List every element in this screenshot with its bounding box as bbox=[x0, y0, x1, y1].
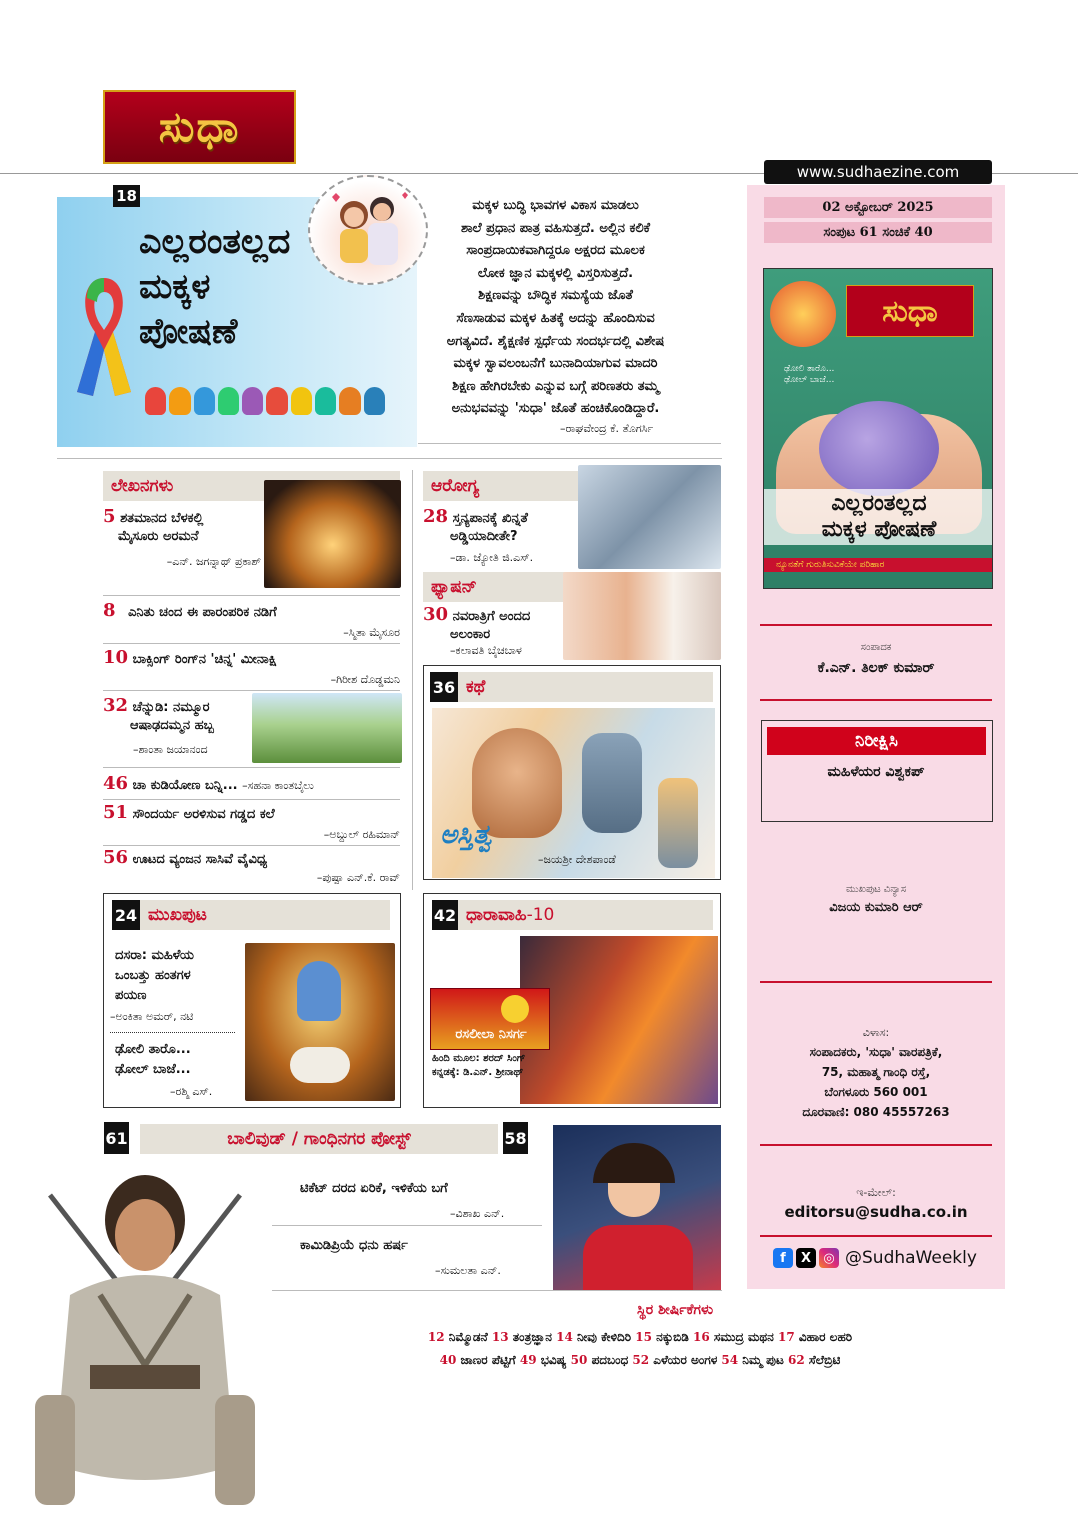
address-line3: ಬೆಂಗಳೂರು 560 001 bbox=[824, 1085, 928, 1099]
article-credit: –ಸಹನಾ ಕಾಂತಬೈಲು bbox=[242, 779, 314, 792]
article-title: ಢೋಲಿ ತಾರೊ... bbox=[115, 1042, 191, 1057]
bollywood-page-right: 58 bbox=[503, 1122, 528, 1154]
dharavahi-original: ಹಿಂದಿ ಮೂಲ: ಶರದ್ ಸಿಂಗ್ bbox=[432, 1053, 526, 1064]
dharavahi-heading: ಧಾರಾವಾಹಿ bbox=[466, 905, 527, 925]
sidebar-divider bbox=[760, 699, 992, 701]
hero-intro-line: ಸಾಂಪ್ರದಾಯಿಕವಾಗಿದ್ದರೂ ಅಕ್ಷರದ ಮೂಲಕ bbox=[466, 243, 645, 259]
address-line2: 75, ಮಹಾತ್ಮ ಗಾಂಧಿ ರಸ್ತೆ, bbox=[821, 1065, 931, 1079]
article-title-line3: ಪಯಣ bbox=[115, 988, 147, 1003]
editor-name: ಕೆ.ಎನ್. ತಿಲಕ್ ಕುಮಾರ್ bbox=[817, 660, 935, 676]
fixed-column-title[interactable]: ಸೆಲೆಬ್ರಿಟಿ bbox=[808, 1353, 841, 1367]
colorful-hands bbox=[145, 370, 385, 415]
article-credit: –ಸುಮಲತಾ ಎನ್. bbox=[435, 1264, 501, 1277]
actor-warrior-photo bbox=[30, 1165, 260, 1520]
divider bbox=[103, 799, 400, 800]
hill-photo bbox=[252, 693, 402, 763]
article-10[interactable] bbox=[103, 649, 277, 669]
article-number: 10 bbox=[103, 647, 129, 668]
fixed-column-title[interactable]: ನೀವು ಕೇಳಿದಿರಿ bbox=[577, 1330, 636, 1344]
article-title: ದಸರಾ: ಮಹಿಳೆಯ bbox=[115, 948, 194, 963]
article-51[interactable] bbox=[103, 804, 275, 824]
article-title: ಶತಮಾನದ ಬೆಳಕಲ್ಲಿ bbox=[120, 511, 204, 526]
social-handle[interactable]: @SudhaWeekly bbox=[845, 1248, 977, 1268]
section-kathe: ಕಥೆ bbox=[458, 672, 713, 702]
article-title: ಬಾಕ್ಸಿಂಗ್ ರಿಂಗ್‌ನ 'ಚಿನ್ನ' ಮೀನಾಕ್ಷಿ bbox=[132, 652, 277, 667]
hero-intro-line: ಮಕ್ಕಳ ಬುದ್ಧಿ ಭಾವಗಳ ವಿಕಾಸ ಮಾಡಲು bbox=[472, 198, 639, 213]
fixed-column-page: 40 bbox=[439, 1353, 461, 1367]
website-link[interactable]: www.sudhaezine.com bbox=[764, 160, 992, 184]
section-bollywood: ಬಾಲಿವುಡ್ / ಗಾಂಧಿನಗರ ಪೋಸ್ಟ್ bbox=[140, 1124, 498, 1154]
actress-hair bbox=[593, 1143, 675, 1183]
hero-intro-line: ಅಗತ್ಯವಿದೆ. ಶೈಕ್ಷಣಿಕ ಸ್ಪರ್ಧೆಯ ಸಂದರ್ಭದಲ್ಲಿ ವಿಶೇಷ bbox=[446, 333, 665, 349]
article-title: ಎನಿತು ಚಂದ ಈ ಪಾರಂಪರಿಕ ನಡಿಗೆ bbox=[128, 605, 277, 620]
editor-label: ಸಂಪಾದಕ bbox=[860, 642, 892, 653]
article-credit: –ಕಲಾವತಿ ಬೈಚಬಾಳ bbox=[450, 644, 522, 657]
design-label: ಮುಖಪುಟ ವಿನ್ಯಾಸ bbox=[845, 884, 907, 895]
article-credit: –ಡಾ. ಜ್ಯೋತಿ ಜಿ.ಎಸ್. bbox=[450, 551, 534, 564]
section-dharavahi bbox=[458, 900, 713, 930]
article-title-line2: ಢೋಲ್ ಬಾಜೆ... bbox=[115, 1062, 191, 1077]
article-8[interactable] bbox=[103, 602, 277, 622]
actress-saree bbox=[583, 1225, 693, 1291]
article-32[interactable] bbox=[103, 697, 214, 735]
logo-text: ಸುಧಾ bbox=[158, 102, 241, 151]
cover-teaser bbox=[784, 364, 834, 386]
section-arogya: ಆರೋಗ್ಯ bbox=[423, 471, 721, 501]
article-title: ಸೌಂದರ್ಯ ಅರಳಿಸುವ ಗಡ್ಡದ ಕಲೆ bbox=[132, 807, 275, 822]
mukhaputa-article-b[interactable] bbox=[115, 1040, 191, 1080]
address-line1: ಸಂಪಾದಕರು, 'ಸುಧಾ' ವಾರಪತ್ರಿಕೆ, bbox=[809, 1045, 943, 1059]
fixed-column-page: 49 bbox=[519, 1353, 541, 1367]
article-number: 8 bbox=[103, 600, 116, 621]
design-name: ವಿಜಯ ಕುಮಾರಿ ಆರ್ bbox=[829, 900, 923, 915]
bull-figure bbox=[290, 1047, 350, 1083]
hero-intro-line: ಮಕ್ಕಳ ಸ್ವಾವಲಂಬನೆಗೆ ಬುನಾದಿಯಾಗುವ ಮಾದರಿ bbox=[453, 356, 658, 372]
cover-teaser-line1: ಢೋಲಿ ತಾರೊ... bbox=[784, 364, 835, 374]
article-credit: –ಸ್ಮಿತಾ ಮೈಸೂರ bbox=[343, 626, 400, 639]
fixed-column-title[interactable]: ಪದಬಂಧ bbox=[591, 1353, 633, 1367]
column-divider bbox=[412, 470, 413, 890]
article-56[interactable] bbox=[103, 849, 267, 869]
fixed-column-page: 62 bbox=[787, 1353, 809, 1367]
article-title: ನವರಾತ್ರಿಗೆ ಅಂದದ bbox=[452, 609, 531, 624]
section-mukhaputa: ಮುಖಪುಟ bbox=[140, 900, 390, 930]
article-title: ಸ್ತನ್ಯಪಾನಕ್ಕೆ ಖಿನ್ನತೆ bbox=[452, 511, 528, 526]
dotted-divider bbox=[110, 1032, 235, 1033]
cover-title bbox=[764, 489, 993, 545]
issue-date: 02 ಅಕ್ಟೋಬರ್ 2025 bbox=[764, 197, 992, 218]
kathe-credit: –ಜಯಶ್ರೀ ದೇಶಪಾಂಡೆ bbox=[538, 853, 616, 866]
fixed-column-title[interactable]: ನಿಮ್ಮೊಡನೆ bbox=[448, 1330, 492, 1344]
actress-photo bbox=[553, 1125, 721, 1291]
article-title-line2: ಆಷಾಢದಮ್ಮನ ಹಬ್ಬ bbox=[130, 718, 214, 733]
fixed-column-page: 16 bbox=[693, 1330, 714, 1344]
article-5[interactable] bbox=[103, 508, 203, 546]
fixed-column-title[interactable]: ಎಳೆಯರ ಅಂಗಳ bbox=[653, 1353, 722, 1367]
fixed-columns-row1 bbox=[300, 1330, 980, 1345]
fixed-column-title[interactable]: ನಿಮ್ಮ ಪುಟ bbox=[742, 1353, 788, 1367]
dharavahi-title-card bbox=[430, 988, 550, 1050]
fashion-photo bbox=[563, 572, 721, 660]
hero-intro-line: ಸೆಣಸಾಡುವ ಮಕ್ಕಳ ಹಿತಕ್ಕೆ ಅದನ್ನು ಹೊಂದಿಸುವ bbox=[456, 310, 655, 326]
fixed-column-page: 50 bbox=[570, 1353, 592, 1367]
mukhaputa-page-number: 24 bbox=[112, 900, 140, 930]
mother-baby-photo bbox=[578, 465, 721, 569]
article-number: 32 bbox=[103, 695, 129, 716]
divider bbox=[103, 595, 400, 596]
divider bbox=[272, 1290, 722, 1291]
cover-logo: ಸುಧಾ bbox=[846, 285, 974, 337]
dharavahi-page-number: 42 bbox=[432, 900, 458, 930]
social-row bbox=[773, 1248, 977, 1268]
fixed-column-page: 12 bbox=[427, 1330, 449, 1344]
hero-intro bbox=[388, 195, 723, 421]
article-title-line2: ಮೈಸೂರು ಅರಮನೆ bbox=[118, 529, 199, 544]
article-credit: –ಅಬ್ದುಲ್ ರಹಿಮಾನ್ bbox=[323, 828, 400, 841]
puzzle-ribbon-icon bbox=[73, 270, 135, 398]
sudha-logo bbox=[103, 90, 296, 164]
dharavahi-credits bbox=[432, 1052, 525, 1080]
article-title-line2: ಒಂಬತ್ತು ಹಂತಗಳ bbox=[115, 968, 191, 983]
article-title: ಊಟದ ವ್ಯಂಜನ ಸಾಸಿವೆ ವೈವಿಧ್ಯ bbox=[132, 852, 268, 867]
dharavahi-art-title: ರಸಲೀಲಾ ನಿಸರ್ಗ bbox=[455, 1027, 527, 1042]
article-46[interactable] bbox=[103, 775, 314, 795]
cover-brain bbox=[819, 401, 939, 496]
niri-value: ಮಹಿಳೆಯರ ವಿಶ್ವಕಪ್ bbox=[827, 764, 925, 780]
fixed-column-title[interactable]: ಭವಿಷ್ಯ bbox=[540, 1353, 571, 1367]
article-credit: –ಎನ್. ಜಗನ್ನಾಥ್ ಪ್ರಕಾಶ್ bbox=[166, 555, 261, 568]
divider bbox=[103, 845, 400, 846]
bollywood-article-1[interactable]: ಟಿಕೆಟ್ ದರದ ಏರಿಕೆ, ಇಳಿಕೆಯ ಬಗೆ bbox=[300, 1181, 448, 1196]
goddess-figure bbox=[297, 961, 341, 1021]
divider bbox=[103, 767, 400, 768]
article-credit: –ಗಿರೀಶ ದೊಡ್ಡಮನಿ bbox=[330, 673, 400, 686]
fixed-column-title[interactable]: ಜಾಣರ ಪೆಟ್ಟಿಗೆ bbox=[460, 1353, 520, 1367]
cover-title-line2: ಮಕ್ಕಳ ಪೋಷಣೆ bbox=[821, 517, 937, 542]
dharavahi-episode: -10 bbox=[526, 905, 555, 925]
fixed-column-page: 14 bbox=[556, 1330, 578, 1344]
section-fashion: ಫ್ಯಾಷನ್ bbox=[423, 572, 721, 602]
sidebar-divider bbox=[760, 624, 992, 626]
goddess-photo bbox=[245, 943, 395, 1101]
divider bbox=[103, 643, 400, 644]
hero-intro-line: ಶಿಕ್ಷಣ ಹೇಗಿರಬೇಕು ಎನ್ನುವ ಬಗ್ಗೆ ಪರಿಣತರು ತಮ್ಮ bbox=[452, 378, 659, 394]
hero-title-line1: ಎಲ್ಲರಂತಲ್ಲದ bbox=[139, 222, 291, 262]
fixed-column-title[interactable]: ತಂತ್ರಜ್ಞಾನ bbox=[512, 1330, 557, 1344]
figure-couple bbox=[582, 733, 642, 833]
article-title-line2: ಅಲಂಕಾರ bbox=[450, 627, 491, 642]
hero-intro-line: ಲೋಕ ಜ್ಞಾನ ಮಕ್ಕಳಲ್ಲಿ ವಿಸ್ತರಿಸುತ್ತದೆ. bbox=[477, 265, 634, 281]
sidebar-divider bbox=[760, 981, 992, 983]
article-title-line2: ಅಡ್ಡಿಯಾದೀತೇ? bbox=[450, 529, 518, 544]
hero-page-number: 18 bbox=[113, 185, 140, 207]
fixed-column-page: 15 bbox=[635, 1330, 657, 1344]
fixed-column-page: 13 bbox=[491, 1330, 513, 1344]
section-lekhanagalu: ಲೇಖನಗಳು bbox=[103, 471, 400, 501]
cover-thumbnail[interactable] bbox=[763, 268, 993, 589]
mukhaputa-article-a[interactable] bbox=[115, 946, 194, 1006]
email-label: ಇ-ಮೇಲ್: bbox=[856, 1186, 896, 1199]
fixed-column-title[interactable]: ಸಮುದ್ರ ಮಥನ bbox=[713, 1330, 778, 1344]
kathe-page-number: 36 bbox=[430, 672, 458, 702]
sidebar-divider bbox=[760, 1235, 992, 1237]
article-credit: –ವಿಶಾಖ ಎನ್. bbox=[450, 1207, 505, 1220]
fixed-column-title[interactable]: ನಕ್ಕುಬಿಡಿ bbox=[656, 1330, 693, 1344]
hero-rule bbox=[418, 443, 721, 444]
cover-teaser-line2: ಢೋಲ್ ಬಾಜೆ... bbox=[784, 375, 835, 385]
email-link[interactable]: editorsu@sudha.co.in bbox=[784, 1203, 968, 1221]
address-phone: ದೂರವಾಣಿ: 080 45557263 bbox=[802, 1105, 950, 1119]
instagram-icon[interactable]: ◎ bbox=[819, 1248, 839, 1268]
fixed-column-page: 52 bbox=[632, 1353, 654, 1367]
hero-intro-line: ಶಾಲೆ ಪ್ರಧಾನ ಪಾತ್ರ ವಹಿಸುತ್ತದೆ. ಅಲ್ಲಿನ ಕಲಿಕೆ bbox=[460, 220, 651, 236]
hero-intro-line: ಅನುಭವವನ್ನು 'ಸುಧಾ' ಜೊತೆ ಹಂಚಿಕೊಂಡಿದ್ದಾರೆ. bbox=[451, 401, 660, 417]
article-28[interactable] bbox=[423, 508, 528, 546]
article-30[interactable] bbox=[423, 606, 530, 644]
issue-volume: ಸಂಪುಟ 61 ಸಂಚಿಕೆ 40 bbox=[764, 222, 992, 243]
article-credit: –ರಶ್ಮಿ ಎಸ್. bbox=[170, 1085, 213, 1098]
sun-shape bbox=[501, 995, 529, 1023]
dancer-figure bbox=[770, 281, 836, 347]
hero-title-line3: ಪೋಷಣೆ bbox=[139, 312, 238, 352]
cover-band: ನ್ಯೂನತೆಗೆ ಗುರುತಿಸುವಿಕೆಯೇ ಪರಿಹಾರ bbox=[764, 558, 993, 572]
kathe-art-title: ಅಸ್ತಿತ್ವ bbox=[440, 820, 492, 850]
x-icon[interactable]: X bbox=[796, 1248, 816, 1268]
fixed-columns-row2 bbox=[300, 1353, 980, 1368]
section-rule bbox=[57, 458, 722, 459]
fixed-columns-heading: ಸ್ಥಿರ ಶೀರ್ಷಿಕೆಗಳು bbox=[636, 1302, 714, 1318]
article-number: 56 bbox=[103, 847, 129, 868]
article-number: 28 bbox=[423, 506, 449, 527]
fixed-column-page: 54 bbox=[721, 1353, 743, 1367]
bollywood-article-2[interactable]: ಕಾಮಿಡಿಪ್ರಿಯೆ ಧನು ಹರ್ಷ bbox=[300, 1238, 408, 1253]
bollywood-page-left: 61 bbox=[104, 1122, 129, 1154]
hero-credit: –ರಾಘವೇಂದ್ರ ಕೆ. ತೊಗರ್ಸಿ bbox=[560, 422, 654, 435]
article-title: ಚೆನ್ನುಡಿ: ನಮ್ಮೂರ bbox=[132, 700, 210, 715]
mysore-palace-photo bbox=[264, 480, 401, 588]
facebook-icon[interactable]: f bbox=[773, 1248, 793, 1268]
article-number: 46 bbox=[103, 773, 129, 794]
divider bbox=[272, 1225, 542, 1226]
article-credit: –ಶಾಂತಾ ಜಯಾನಂದ bbox=[133, 743, 208, 756]
article-title: ಚಾ ಕುಡಿಯೋಣ ಬನ್ನಿ... bbox=[132, 778, 238, 793]
niri-heading: ನಿರೀಕ್ಷಿಸಿ bbox=[767, 727, 986, 755]
fixed-column-title[interactable]: ವಿಹಾರ ಲಹರಿ bbox=[798, 1330, 853, 1344]
article-number: 51 bbox=[103, 802, 129, 823]
article-number: 30 bbox=[423, 604, 449, 625]
article-credit: –ಅಂಕಿತಾ ಅಮರ್, ನಟಿ bbox=[110, 1010, 194, 1023]
divider bbox=[103, 690, 400, 691]
article-credit: –ಪುಷ್ಪಾ ಎನ್.ಕೆ. ರಾವ್ bbox=[316, 871, 400, 884]
hero-intro-line: ಶಿಕ್ಷಣವನ್ನು ಬೌದ್ಧಿಕ ಸಮಸ್ಯೆಯ ಜೊತೆ bbox=[478, 288, 633, 304]
hero-title-line2: ಮಕ್ಕಳ bbox=[139, 267, 211, 307]
hero-title bbox=[139, 220, 290, 355]
fixed-column-page: 17 bbox=[777, 1330, 799, 1344]
cover-title-line1: ಎಲ್ಲರಂತಲ್ಲದ bbox=[831, 491, 927, 516]
figure-child bbox=[658, 778, 698, 868]
address-label: ವಿಳಾಸ: bbox=[862, 1026, 890, 1039]
article-number: 5 bbox=[103, 506, 116, 527]
dharavahi-translator: ಕನ್ನಡಕ್ಕೆ: ಡಿ.ಎನ್. ಶ್ರೀನಾಥ್ bbox=[432, 1067, 524, 1078]
sidebar-divider bbox=[760, 1144, 992, 1146]
